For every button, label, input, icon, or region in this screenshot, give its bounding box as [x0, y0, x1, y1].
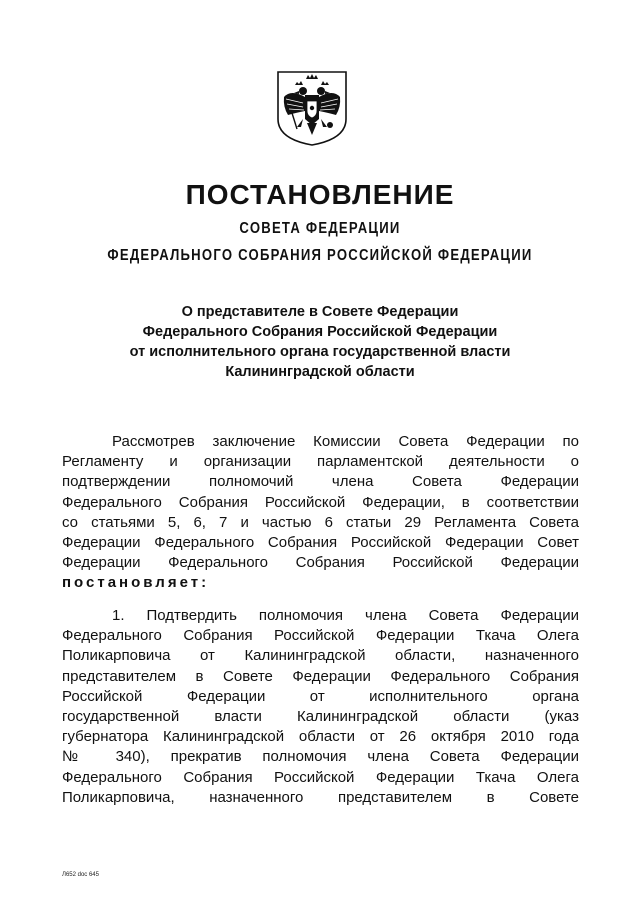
decree-line: [62, 573, 579, 593]
subject-line: Федерального Собрания Российской Федерации: [142, 324, 498, 340]
text-line: Регламенту и организации парламентской деятельности о: [62, 453, 579, 471]
text-line: Федерального Собрания Российской Федерации, в соответствии: [62, 493, 579, 511]
text-line: № 340), прекратив полномочия члена Совета Федерации: [62, 748, 579, 766]
text-line: Федерального Собрания Российской Федерации Ткача Олега: [62, 627, 579, 645]
subject-line: от исполнительного органа государственной власти: [129, 344, 511, 360]
text-line: подтверждении полномочий члена Совета Федерации: [62, 473, 579, 491]
document-subject: [0, 302, 640, 382]
text-line: Федерального Собрания Российской Федерации Ткача Олега: [62, 768, 579, 786]
text-line: представителем в Совете Федерации Федерального Собрания: [62, 667, 579, 685]
issuer-line-2: ФЕДЕРАЛЬНОГО СОБРАНИЯ РОССИЙСКОЙ ФЕДЕРАЦИИ: [107, 247, 533, 264]
document-title: ПОСТАНОВЛЕНИЕ: [185, 179, 455, 210]
text-line: губернатора Калининградской области от 26 октября 2010 года: [62, 728, 579, 746]
issuer-line-1: СОВЕТА ФЕДЕРАЦИИ: [239, 220, 401, 237]
subject-line: О представителе в Совете Федерации: [181, 304, 459, 320]
text-line: государственной власти Калининградской области (указ: [62, 707, 579, 725]
text-line: Федерации Федерального Собрания Российской Федерации: [62, 554, 579, 572]
text-line: Рассмотрев заключение Комиссии Совета Федерации по: [112, 433, 579, 450]
preamble-paragraph: [62, 432, 579, 594]
clause-1-paragraph: [62, 606, 579, 808]
text-line: Российской Федерации от исполнительного органа: [62, 687, 579, 705]
text-line: Федерации Федерального Собрания Российской Федерации Совет: [62, 533, 579, 551]
file-reference: Л652 doc 645: [62, 872, 99, 878]
text-line: 1. Подтвердить полномочия члена Совета Федерации: [112, 607, 579, 624]
text-line: со статьями 5, 6, 7 и частью 6 статьи 29 Регламента Совета: [62, 513, 579, 531]
russian-coat-of-arms-icon: [275, 69, 349, 147]
text-line: Поликарповича, назначенного представителем в Совете: [62, 788, 579, 806]
text-line: Поликарповича от Калининградской области, назначенного: [62, 647, 579, 665]
decree-word: постановляет:: [62, 574, 210, 592]
subject-line: Калининградской области: [225, 364, 415, 380]
